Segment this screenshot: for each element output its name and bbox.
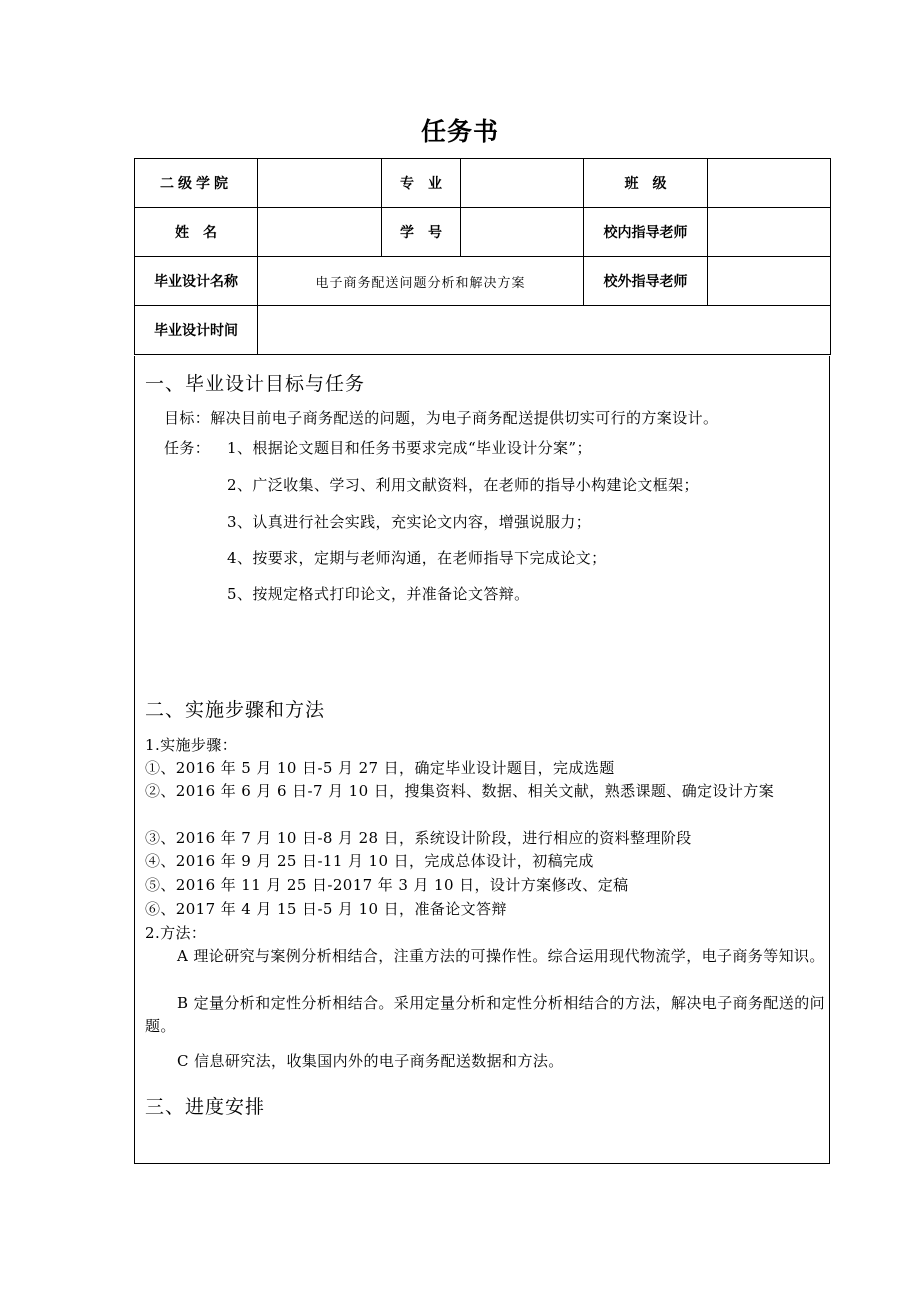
list-item: ⑥、2017 年 4 月 15 日-5 月 10 日，准备论文答辩 (145, 900, 507, 918)
list-item: ②、2016 年 6 月 6 日-7 月 10 日，搜集资料、数据、相关文献，熟悉课题、确定设计方案 (145, 782, 775, 800)
list-item: ④、2016 年 9 月 25 日-11 月 10 日，完成总体设计，初稿完成 (145, 852, 594, 870)
design-name-value: 电子商务配送问题分析和解决方案 (258, 257, 584, 306)
list-item: 3、认真进行社会实践，充实论文内容，增强说服力； (227, 513, 592, 531)
steps-title: 1.实施步骤： (145, 736, 238, 754)
student-id-value (461, 208, 584, 257)
student-id-label: 学 号 (382, 208, 461, 257)
table-row (135, 306, 831, 355)
goal-text: 目标：解决目前电子商务配送的问题，为电子商务配送提供切实可行的方案设计。 (164, 409, 719, 427)
major-label: 专 业 (382, 159, 461, 208)
list-item: A 理论研究与案例分析相结合，注重方法的可操作性。综合运用现代物流学，电子商务等知识。 (177, 947, 825, 965)
name-label: 姓 名 (135, 208, 258, 257)
list-item: ①、2016 年 5 月 10 日-5 月 27 日，确定毕业设计题目，完成选题 (145, 759, 615, 777)
list-item: ⑤、2016 年 11 月 25 日-2017 年 3 月 10 日，设计方案修改、定稿 (145, 876, 629, 894)
document-title: 任务书 (420, 117, 499, 146)
college-label: 二级学院 (135, 159, 258, 208)
table-row (135, 159, 831, 208)
internal-advisor-label: 校内指导老师 (584, 208, 708, 257)
external-advisor-value (708, 257, 831, 306)
list-item: 5、按规定格式打印论文，并准备论文答辩。 (227, 585, 530, 603)
list-item: C 信息研究法，收集国内外的电子商务配送数据和方法。 (177, 1052, 564, 1070)
methods-title: 2.方法： (145, 924, 207, 942)
design-name-label: 毕业设计名称 (135, 257, 258, 306)
table-row (135, 257, 831, 306)
design-time-label: 毕业设计时间 (135, 306, 258, 355)
internal-advisor-value (708, 208, 831, 257)
list-item: 2、广泛收集、学习、利用文献资料，在老师的指导小构建论文框架； (227, 476, 699, 494)
list-item: ③、2016 年 7 月 10 日-8 月 28 日，系统设计阶段，进行相应的资料整理阶段 (145, 829, 692, 847)
info-table (134, 158, 831, 355)
list-item: 1、根据论文题目和任务书要求完成“毕业设计分案”； (227, 439, 592, 457)
name-value (258, 208, 382, 257)
major-value (461, 159, 584, 208)
section3-heading: 三、进度安排 (145, 1096, 266, 1118)
section1-heading: 一、毕业设计目标与任务 (145, 373, 366, 395)
class-value (708, 159, 831, 208)
external-advisor-label: 校外指导老师 (584, 257, 708, 306)
tasks-prefix: 任务： (164, 439, 211, 457)
design-time-value (258, 306, 831, 355)
list-item: B 定量分析和定性分析相结合。采用定量分析和定性分析相结合的方法，解决电子商务配送的问题。 (145, 994, 825, 1035)
section2-heading: 二、实施步骤和方法 (145, 699, 326, 721)
table-row (135, 208, 831, 257)
content-box (134, 356, 830, 1164)
college-value (258, 159, 382, 208)
class-label: 班 级 (584, 159, 708, 208)
list-item: 4、按要求，定期与老师沟通，在老师指导下完成论文； (227, 549, 607, 567)
